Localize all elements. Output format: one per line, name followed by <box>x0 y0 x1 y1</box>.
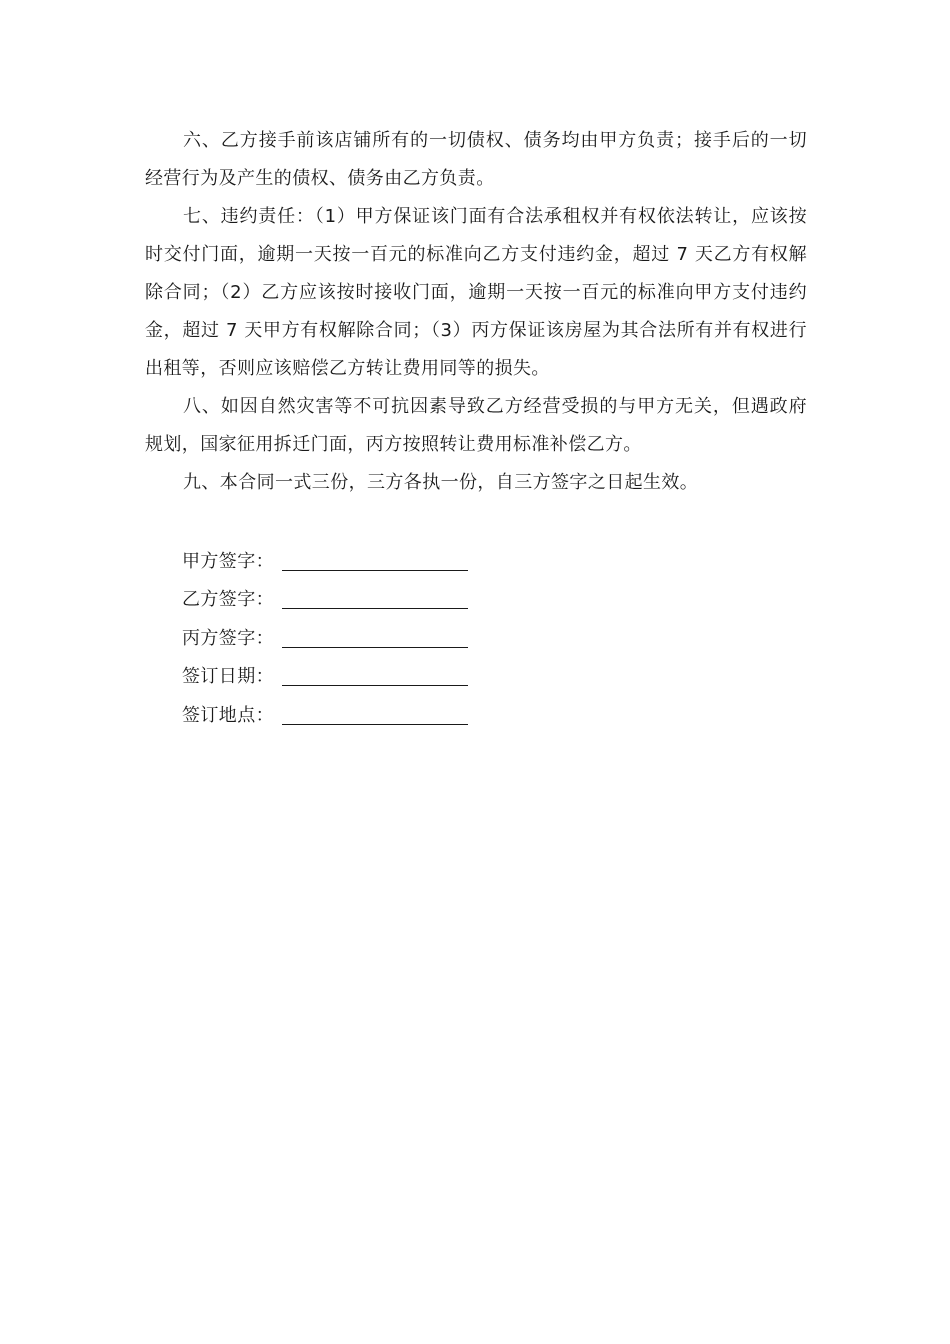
signature-line-party-b <box>282 608 468 609</box>
signature-label-party-a: 甲方签字： <box>182 550 274 572</box>
signature-row-location <box>182 696 502 735</box>
signature-line-party-a <box>282 570 468 571</box>
signature-label-party-c: 丙方签字： <box>182 627 274 649</box>
signature-label-date: 签订日期： <box>182 666 274 687</box>
signature-row-party-a <box>182 542 502 581</box>
signature-row-party-c <box>182 619 502 658</box>
signature-label-party-b: 乙方签字： <box>182 589 274 610</box>
contract-clauses <box>145 122 807 502</box>
clause-six: 六、乙方接手前该店铺所有的一切债权、债务均由甲方负责；接手后的一切经营行为及产生的债权、债务由乙方负责。 <box>145 130 807 189</box>
signature-block <box>182 542 502 735</box>
signature-line-location <box>282 724 468 725</box>
clause-eight: 八、如因自然灾害等不可抗因素导致乙方经营受损的与甲方无关，但遇政府规划，国家征用拆迁门面，丙方按照转让费用标准补偿乙方。 <box>145 396 807 455</box>
clause-nine: 九、本合同一式三份，三方各执一份，自三方签字之日起生效。 <box>183 472 699 493</box>
signature-line-date <box>282 685 468 686</box>
signature-line-party-c <box>282 647 468 648</box>
signature-row-party-b <box>182 581 502 620</box>
signature-label-location: 签订地点： <box>182 704 274 726</box>
signature-row-date <box>182 658 502 697</box>
clause-seven: 七、违约责任：（1）甲方保证该门面有合法承租权并有权依法转让，应该按时交付门面，逾期一天按一百元的标准向乙方支付违约金，超过 7 天乙方有权解除合同；（2）乙方应该按时接收门面，逾期一天按一百元的标准向甲方支付违约金，超过 7 天甲方有权解除合同；（3）丙方保证该房屋为其合法所有并有权进行出租等，否则应该赔偿乙方转让费用同等的损失。 <box>145 206 807 379</box>
